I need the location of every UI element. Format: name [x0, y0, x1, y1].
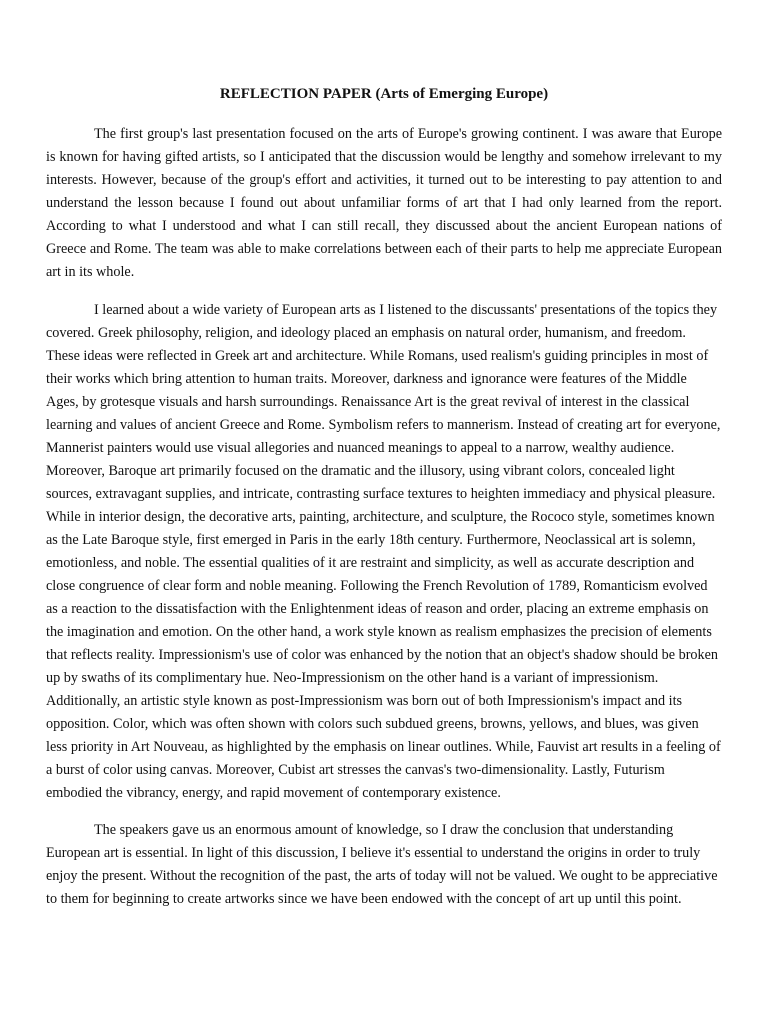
paragraph-body: I learned about a wide variety of European arts as I listened to the discussants' presentations of the topics they covered. Greek philosophy, religion, and ideology placed an emphasis on natural order, humanism, and freedom. These ideas were reflected in Greek art and architecture. While Romans, used realism's guiding principles in most of their works which bring attention to human traits. Moreover, darkness and ignorance were features of the Middle Ages, by grotesque visuals and harsh surroundings. Renaissance Art is the great revival of interest in the classical learning and values of ancient Greece and Rome. Symbolism refers to mannerism. Instead of creating art for everyone, Mannerist painters would use visual allegories and nuanced meanings to appeal to a narrow, wealthy audience. Moreover, Baroque art primarily focused on the dramatic and the illusory, using vibrant colors, concealed light sources, extravagant supplies, and intricate, contrasting surface textures to heighten immediacy and physical pleasure. While in interior design, the decorative arts, painting, architecture, and sculpture, the Rococo style, sometimes known as the Late Baroque style, first emerged in Paris in the early 18th century. Furthermore, Neoclassical art is solemn, emotionless, and noble. The essential qualities of it are restraint and simplicity, as well as accurate description and close congruence of clear form and noble meaning. Following the French Revolution of 1789, Romanticism evolved as a reaction to the dissatisfaction with the Enlightenment ideas of reason and order, placing an extreme emphasis on the imagination and emotion. On the other hand, a work style known as realism emphasizes the precision of elements that reflects reality. Impressionism's use of color was enhanced by the notion that an object's shadow should be broken up by swaths of its complimentary hue. Neo-Impressionism on the other hand is a variant of impressionism. Additionally, an artistic style known as post-Impressionism was born out of both Impressionism's impact and its opposition. Color, which was often shown with colors such subdued greens, browns, yellows, and blues, was given less priority in Art Nouveau, as highlighted by the emphasis on linear outlines. While, Fauvist art results in a feeling of a burst of color using canvas. Moreover, Cubist art stresses the canvas's two-dimensionality. Lastly, Futurism embodied the vibrancy, energy, and rapid movement of contemporary existence.: [46, 302, 721, 801]
paragraph-conclusion: The speakers gave us an enormous amount of knowledge, so I draw the conclusion that understanding European art is essential. In light of this discussion, I believe it's essential to understand the origins in order to truly enjoy the present. Without the recognition of the past, the arts of today will not be valued. We ought to be appreciative to them for beginning to create artworks since we have been endowed with the concept of art up until this point.: [46, 822, 718, 907]
paragraph-introduction: The first group's last presentation focused on the arts of Europe's growing continent. I was aware that Europe is known for having gifted artists, so I anticipated that the discussion would be lengthy and somehow irrelevant to my interests. However, because of the group's effort and activities, it turned out to be interesting to pay attention to and understand the lesson because I found out about unfamiliar forms of art that I had only learned from the report. According to what I understood and what I can still recall, they discussed about the ancient European nations of Greece and Rome. The team was able to make correlations between each of their parts to help me appreciate European art in its whole.: [46, 126, 722, 280]
document-title: REFLECTION PAPER (Arts of Emerging Europe): [219, 86, 549, 102]
